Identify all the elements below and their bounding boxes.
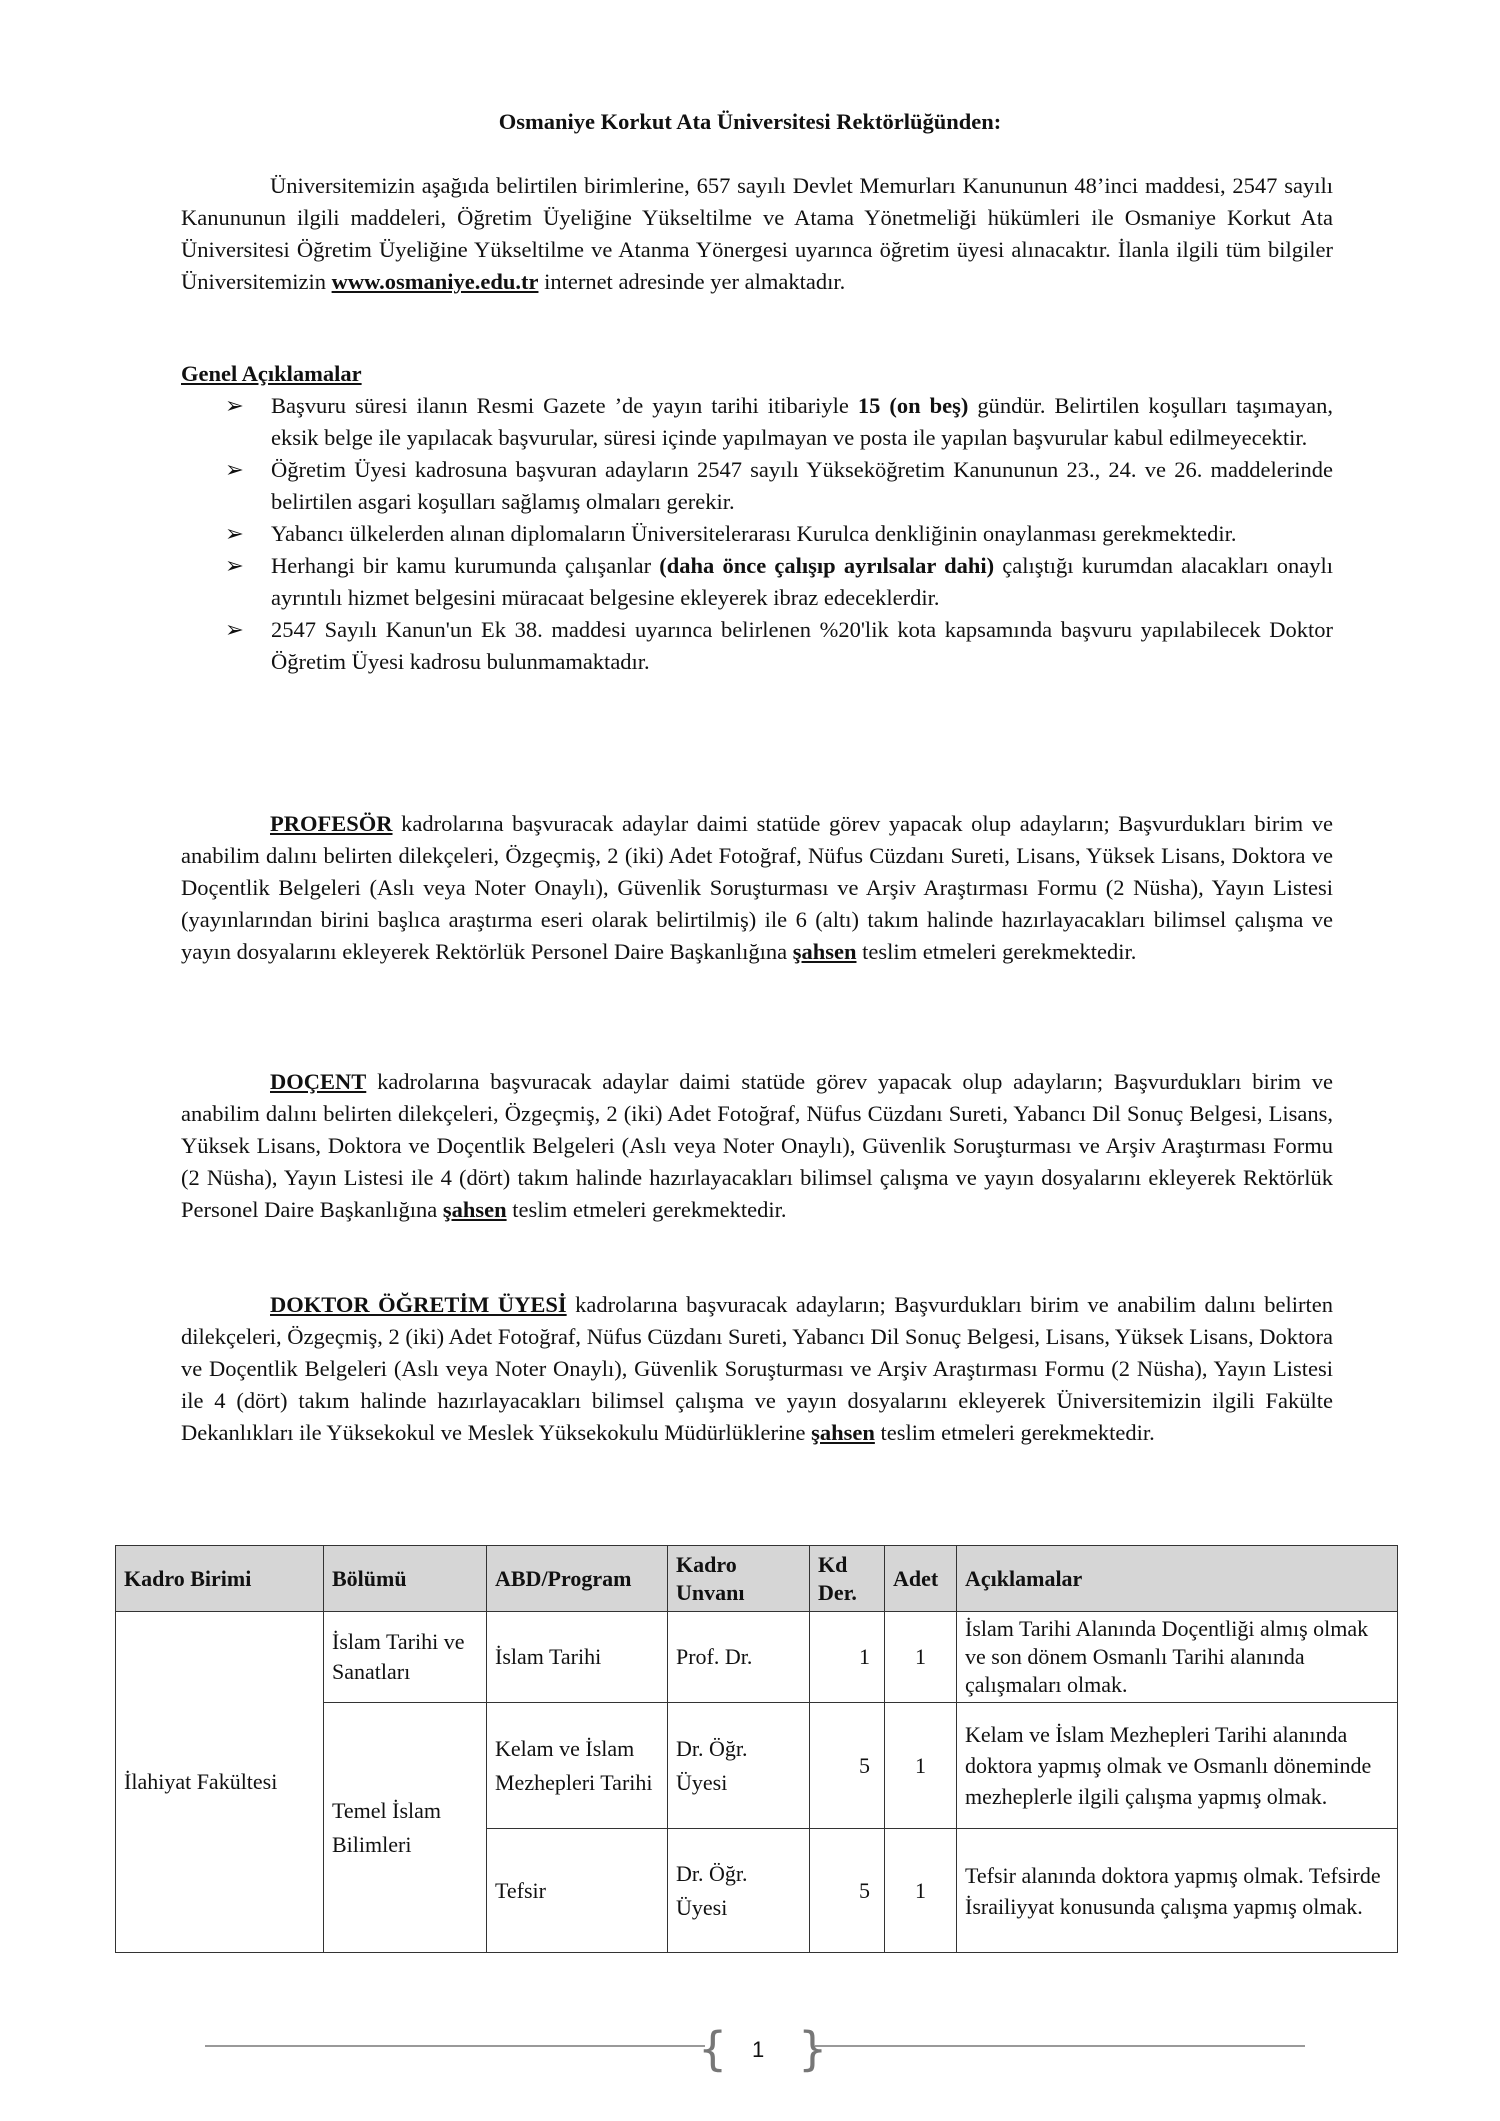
program-cell: Tefsir [487,1829,668,1953]
arrow-bullet-icon: ➢ [225,521,244,546]
header-cell: Bölümü [324,1546,487,1612]
arrow-bullet-icon: ➢ [225,393,244,418]
title-cell: Prof. Dr. [668,1612,810,1703]
left-brace-icon: { [698,2022,728,2076]
doctor-paragraph: DOKTOR ÖĞRETİM ÜYESİ kadrolarına başvuracak adayların; Başvurdukları birim ve anabilim dalını belirten dilekçeleri, Özgeçmiş, 2 (iki) Adet Fotoğraf, Nüfus Cüzdanı Sureti, Yabancı Dil Sonuç Belgesi, Lisans, Yüksek Lisans, Doktora ve Doçentlik Belgeleri (Aslı veya Noter Onaylı), Güvenlik Soruşturması ve Arşiv Araştırması Formu (2 Nüsha), Yayın Listesi ile 4 (dört) takım halinde hazırlayacakları bilimsel çalışma ve yayın dosyalarını ekleyerek Üniversitemizin ilgili Fakülte Dekanlıkları ile Yüksekokul ve Meslek Yüksekokulu Müdürlüklerine şahsen teslim etmeleri gerekmektedir. [181,1292,1333,1445]
note-cell: Tefsir alanında doktora yapmış olmak. Tefsirde İsrailiyyat konusunda çalışma yapmış olmak. [957,1829,1398,1953]
list-item: ➢ Herhangi bir kamu kurumunda çalışanlar (daha önce çalışıp ayrılsalar dahi) çalıştığı kurumdan alacakları onaylı ayrıntılı hizmet belgesini müracaat belgesine ekleyerek ibraz edeceklerdir. [181,550,1333,614]
arrow-bullet-icon: ➢ [225,617,244,642]
note-cell: Kelam ve İslam Mezhepleri Tarihi alanında doktora yapmış olmak ve Osmanlı döneminde mezheplerle ilgili çalışma yapmış olmak. [957,1703,1398,1829]
general-section [181,358,1333,678]
kd-cell: 5 [810,1829,885,1953]
list-item: ➢ Yabancı ülkelerden alınan diplomaların Üniversitelerarası Kurulca denkliğinin onaylanması gerekmektedir. [181,518,1333,550]
general-list [181,390,1333,678]
header-cell: ABD/Program [487,1546,668,1612]
document-title: Osmaniye Korkut Ata Üniversitesi Rektörlüğünden: [498,109,1002,134]
header-cell: Kd Der. [810,1546,885,1612]
positions-table [115,1545,1398,1953]
title-cell: Dr. Öğr. Üyesi [668,1703,810,1829]
program-cell: İslam Tarihi [487,1612,668,1703]
header-cell: Kadro Unvanı [668,1546,810,1612]
count-cell: 1 [885,1612,957,1703]
note-cell: İslam Tarihi Alanında Doçentliği almış olmak ve son dönem Osmanlı Tarihi alanında çalışmaları olmak. [957,1612,1398,1703]
program-cell: Kelam ve İslam Mezhepleri Tarihi [487,1703,668,1829]
professor-paragraph: PROFESÖR kadrolarına başvuracak adaylar daimi statüde görev yapacak olup adayların; Başvurdukları birim ve anabilim dalını belirten dilekçeleri, Özgeçmiş, 2 (iki) Adet Fotoğraf, Nüfus Cüzdanı Sureti, Lisans, Yüksek Lisans, Doktora ve Doçentlik Belgeleri (Aslı veya Noter Onaylı), Güvenlik Soruşturması ve Arşiv Araştırması Formu (2 Nüsha), Yayın Listesi (yayınlarından birini başlıca araştırma eseri olarak belirtilmiş) ile 6 (altı) takım halinde hazırlayacakları bilimsel çalışma ve yayın dosyalarını ekleyerek Rektörlük Personel Daire Başkanlığına şahsen teslim etmeleri gerekmektedir. [181,811,1333,964]
footer-divider [205,2045,705,2047]
footer-divider [815,2045,1305,2047]
list-item: ➢ Başvuru süresi ilanın Resmi Gazete ’de yayın tarihi itibariyle 15 (on beş) gündür. Belirtilen koşulları taşımayan, eksik belge ile yapılacak başvurular, süresi içinde yapılmayan ve posta ile yapılan başvurular kabul edilmeyecektir. [181,390,1333,454]
department-cell: Temel İslam Bilimleri [324,1703,487,1953]
website-link[interactable]: www.osmaniye.edu.tr [331,269,539,294]
kd-cell: 5 [810,1703,885,1829]
department-cell: İslam Tarihi ve Sanatları [324,1612,487,1703]
header-cell: Açıklamalar [957,1546,1398,1612]
table-row [116,1612,1398,1703]
list-item: ➢ Öğretim Üyesi kadrosuna başvuran adayların 2547 sayılı Yükseköğretim Kanununun 23., 24. ve 26. maddelerinde belirtilen asgari koşulları sağlamış olmaları gerekir. [181,454,1333,518]
arrow-bullet-icon: ➢ [225,457,244,482]
title-cell: Dr. Öğr. Üyesi [668,1829,810,1953]
header-cell: Adet [885,1546,957,1612]
arrow-bullet-icon: ➢ [225,553,244,578]
kd-cell: 1 [810,1612,885,1703]
general-heading: Genel Açıklamalar [181,361,362,386]
count-cell: 1 [885,1829,957,1953]
unit-cell: İlahiyat Fakültesi [116,1612,324,1953]
header-cell: Kadro Birimi [116,1546,324,1612]
table-header-row [116,1546,1398,1612]
docent-paragraph: DOÇENT kadrolarına başvuracak adaylar daimi statüde görev yapacak olup adayların; Başvurdukları birim ve anabilim dalını belirten dilekçeleri, Özgeçmiş, 2 (iki) Adet Fotoğraf, Nüfus Cüzdanı Sureti, Yabancı Dil Sonuç Belgesi, Lisans, Yüksek Lisans, Doktora ve Doçentlik Belgeleri (Aslı veya Noter Onaylı), Güvenlik Soruşturması ve Arşiv Araştırması Formu (2 Nüsha), Yayın Listesi ile 4 (dört) takım halinde hazırlayacakları bilimsel çalışma ve yayın dosyalarını ekleyerek Rektörlük Personel Daire Başkanlığına şahsen teslim etmeleri gerekmektedir. [181,1069,1333,1222]
list-item: ➢ 2547 Sayılı Kanun'un Ek 38. maddesi uyarınca belirlenen %20'lik kota kapsamında başvuru yapılabilecek Doktor Öğretim Üyesi kadrosu bulunmamaktadır. [181,614,1333,678]
page-number: 1 [752,2037,765,2062]
right-brace-icon: } [798,2022,828,2076]
intro-paragraph: Üniversitemizin aşağıda belirtilen birimlerine, 657 sayılı Devlet Memurları Kanununun 48’inci maddesi, 2547 sayılı Kanununun ilgili maddeleri, Öğretim Üyeliğine Yükseltilme ve Atama Yönetmeliği hükümleri ile Osmaniye Korkut Ata Üniversitesi Öğretim Üyeliğine Yükseltilme ve Atanma Yönergesi uyarınca öğretim üyesi alınacaktır. İlanla ilgili tüm bilgiler Üniversitemizin www.osmaniye.edu.tr internet adresinde yer almaktadır. [181,173,1333,294]
count-cell: 1 [885,1703,957,1829]
